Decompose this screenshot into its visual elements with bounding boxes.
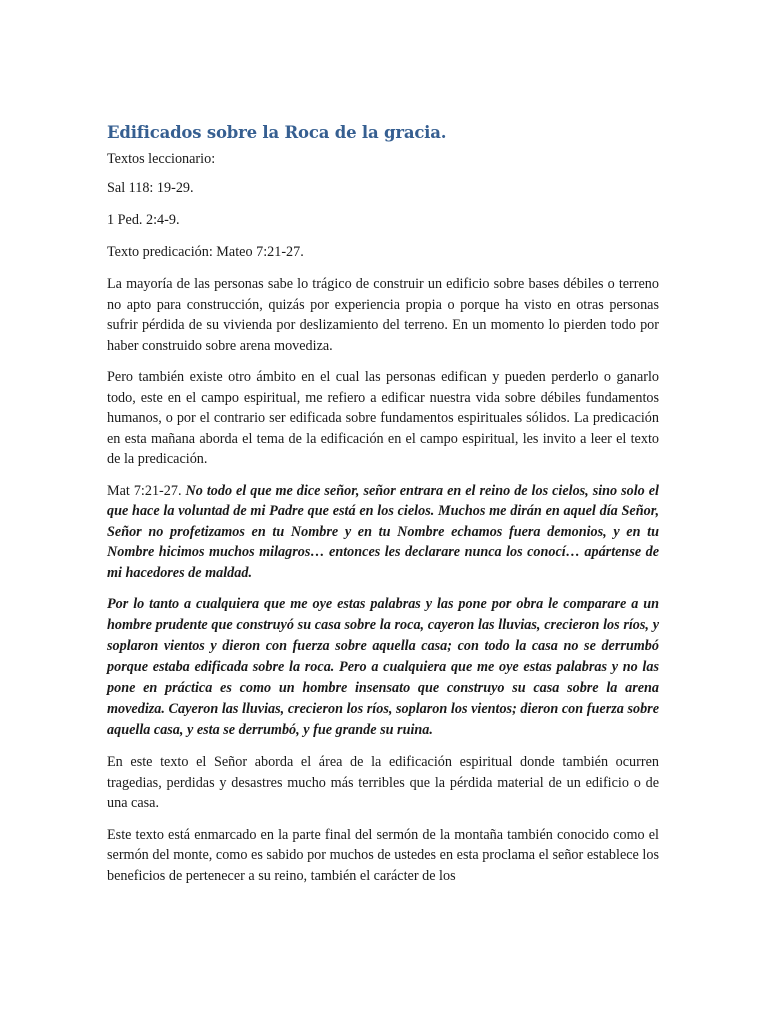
document-body	[107, 121, 659, 897]
sermon-text-reference: Texto predicación: Mateo 7:21-27.	[107, 244, 304, 260]
lectionary-heading: Textos leccionario:	[107, 151, 216, 167]
paragraph-spiritual-field: Pero también existe otro ámbito en el cual las personas edifican y pueden perderlo o ganarlo todo, este en el campo espiritual, me refiero a edificar nuestra vida sobre débiles fundamentos humanos, o por el contrario ser edificada sobre fundamentos espirituales sólidos. La predicación en esta mañana aborda el tema de la edificación en el campo espiritual, les invito a leer el texto de la predicación.	[107, 369, 659, 467]
paragraph-sermon-on-mount: Este texto está enmarcado en la parte final del sermón de la montaña también conocido como el sermón del monte, como es sabido por muchos de ustedes en esta proclama el señor establece los beneficios de pertenecer a su reino, también el carácter de los	[107, 826, 659, 884]
scripture-reference: Mat 7:21-27.	[107, 482, 182, 499]
paragraph-intro: La mayoría de las personas sabe lo trágico de construir un edificio sobre bases débiles o terreno no apto para construcción, quizás por experiencia propia o porque ha visto en otras personas sufrir pérdida de su vivienda por deslizamiento del terreno. En un momento lo pierden todo por haber construido sobre arena movediza.	[107, 276, 659, 354]
scripture-quote-text: No todo el que me dice señor, señor entrara en el reino de los cielos, sino solo el que hace la voluntad de mi Padre que está en los cielos. Muchos me dirán en aquel día Señor, Señor no profetizamos en tu Nombre y en tu Nombre echamos fuera demonios, y en tu Nombre hicimos muchos milagros… entonces les declarare nunca los conocí… apártense de mi hacedores de maldad.	[107, 482, 659, 581]
reading-peter: 1 Ped. 2:4-9.	[107, 212, 180, 228]
scripture-quote-1	[107, 481, 659, 584]
scripture-quote-2: Por lo tanto a cualquiera que me oye estas palabras y las pone por obra le comparare a un hombre prudente que construyó su casa sobre la roca, cayeron las lluvias, crecieron los ríos, y soplaron vientos y dieron con fuerza sobre aquella casa; con todo la casa no se derrumbó porque estaba edificada sobre la roca. Pero a cualquiera que me oye estas palabras y no las pone en práctica es como un hombre insensato que construyo su casa sobre la arena movediza. Cayeron las lluvias, crecieron los ríos, soplaron los vientos; dieron con fuerza sobre aquella casa, y esta se derrumbó, y fue grande su ruina.	[107, 596, 659, 738]
document-title: Edificados sobre la Roca de la gracia.	[107, 123, 447, 142]
reading-psalm: Sal 118: 19-29.	[107, 180, 194, 196]
paragraph-spiritual-edification: En este texto el Señor aborda el área de la edificación espiritual donde también ocurren tragedias, perdidas y desastres mucho más terribles que la pérdida material de un edificio o de una casa.	[107, 754, 659, 811]
